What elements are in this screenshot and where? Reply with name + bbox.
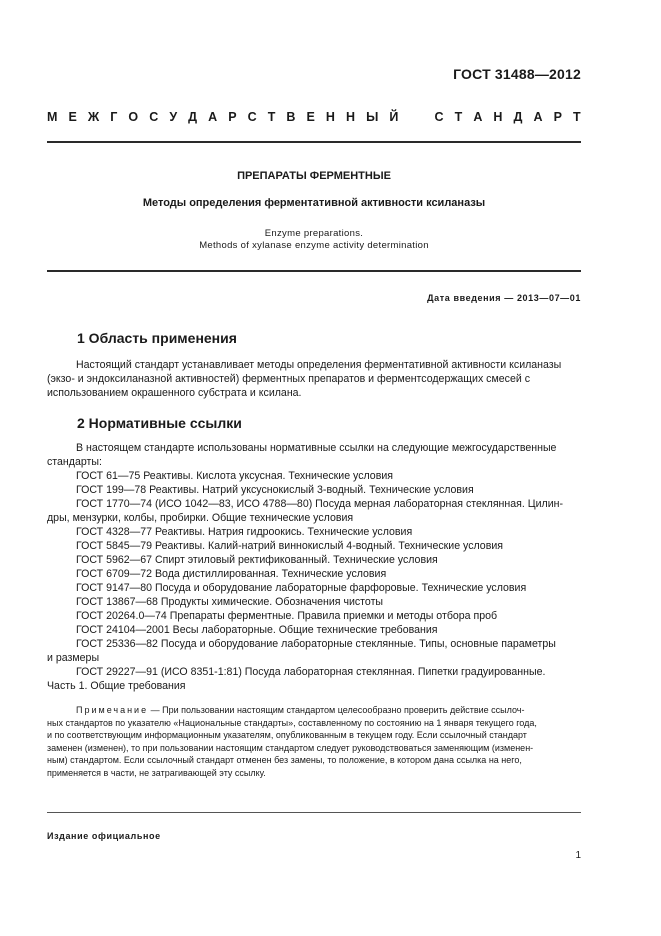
banner-letter: Е [306,110,315,124]
banner-letter: Д [513,110,523,124]
banner-letter: Е [68,110,77,124]
reference-line: ГОСТ 6709—72 Вода дистиллированная. Технические условия [76,568,387,580]
paragraph-line: (экзо- и эндоксиланазной активностей) ферментных препаратов и ферментсодержащих смесей с [47,373,531,385]
official-edition-label: Издание официальное [47,831,161,841]
banner-letter: С [434,110,444,124]
standard-number: ГОСТ 31488—2012 [453,66,581,82]
document-subtitle: Методы определения ферментативной активности ксиланазы [142,197,486,209]
banner-letter: Р [553,110,562,124]
banner-word-gap [409,110,423,124]
banner-letter: А [208,110,218,124]
section-2-intro [47,441,581,469]
reference-line: ГОСТ 61—75 Реактивы. Кислота уксусная. Технические условия [76,470,393,482]
paragraph-line: использованием окрашенного субстрата и ксилана. [47,387,302,399]
reference-line: ГОСТ 13867—68 Продукты химические. Обозначения чистоты [76,596,384,608]
section-1-heading: 1 Область применения [77,330,237,346]
paragraph-line: Настоящий стандарт устанавливает методы определения ферментативной активности ксиланазы [76,359,562,371]
top-rule [47,141,581,143]
reference-line: ГОСТ 1770—74 (ИСО 1042—83, ИСО 4788—80) Посуда мерная лабораторная стеклянная. Цилин- [76,498,564,510]
reference-line: ГОСТ 20264.0—74 Препараты ферментные. Правила приемки и методы отбора проб [76,610,498,622]
paragraph-line: стандарты: [47,456,102,468]
note-label: Примечание [76,705,149,715]
reference-line: дры, мензурки, колбы, пробирки. Общие технические условия [47,512,354,524]
banner-letter: Т [572,110,581,124]
section-1-body [47,358,581,400]
section-2-heading: 2 Нормативные ссылки [77,415,242,431]
banner-letter: М [47,110,58,124]
banner-letter: С [247,110,257,124]
banner-letter: У [169,110,178,124]
english-title-line-2: Methods of xylanase enzyme activity determination [199,240,429,251]
banner-letter: Н [325,110,335,124]
banner-letter: С [149,110,159,124]
paragraph-line: В настоящем стандарте использованы нормативные ссылки на следующие межгосударственные [76,442,557,454]
banner-letter: Т [267,110,276,124]
interstate-standard-banner [47,110,581,124]
reference-line: ГОСТ 25336—82 Посуда и оборудование лабораторные стеклянные. Типы, основные параметры [76,638,556,650]
normative-references-list [47,469,581,693]
reference-line: ГОСТ 4328—77 Реактивы. Натрия гидроокись. Технические условия [76,526,413,538]
reference-line: ГОСТ 199—78 Реактивы. Натрий уксуснокислый 3-водный. Технические условия [76,484,474,496]
footer-rule [47,812,581,813]
banner-letter: А [473,110,483,124]
reference-line: ГОСТ 29227—91 (ИСО 8351-1:81) Посуда лабораторная стеклянная. Пипетки градуированные. [76,666,546,678]
document-title: ПРЕПАРАТЫ ФЕРМЕНТНЫЕ [237,170,391,182]
banner-letter: Г [110,110,118,124]
banner-letter: О [128,110,139,124]
english-title-line-1: Enzyme preparations. [264,228,364,239]
banner-letter: Ы [366,110,379,124]
banner-letter: А [533,110,543,124]
note-line: применяется в части, не затрагивающей эту ссылку. [47,767,266,778]
banner-letter: В [286,110,296,124]
note-line: ных стандартов по указателю «Национальные стандарты», составленному по состоянию на 1 января текущего года, [47,717,537,728]
title-rule [47,270,581,272]
banner-letter: Н [493,110,503,124]
banner-letter: Ж [87,110,100,124]
banner-letter: Д [188,110,198,124]
note-text: — При пользовании настоящим стандартом целесообразно проверить действие ссылоч- [148,705,525,715]
banner-letter: Р [228,110,237,124]
note-line: заменен (изменен), то при пользовании настоящим стандартом следует руководствоваться заменяющим (изменен- [47,742,534,753]
reference-line: ГОСТ 5962—67 Спирт этиловый ректификованный. Технические условия [76,554,438,566]
banner-letter: Н [346,110,356,124]
reference-line: ГОСТ 5845—79 Реактивы. Калий-натрий виннокислый 4-водный. Технические условия [76,540,503,552]
page-number: 1 [575,850,581,861]
introduction-date: Дата введения — 2013—07—01 [427,293,581,303]
note-line [47,704,581,717]
note-block [47,704,581,780]
banner-letter: Й [389,110,399,124]
reference-line: ГОСТ 24104—2001 Весы лабораторные. Общие технические требования [76,624,438,636]
note-line: и по соответствующим информационным указателям, опубликованным в текущем году. Если ссылочный стандарт [47,730,527,741]
banner-letter: Т [454,110,463,124]
note-line: ным) стандартом. Если ссылочный стандарт отменен без замены, то положение, в котором дана ссылка на него, [47,755,522,766]
reference-line: Часть 1. Общие требования [47,680,186,692]
reference-line: ГОСТ 9147—80 Посуда и оборудование лабораторные фарфоровые. Технические условия [76,582,527,594]
reference-line: и размеры [47,652,100,664]
